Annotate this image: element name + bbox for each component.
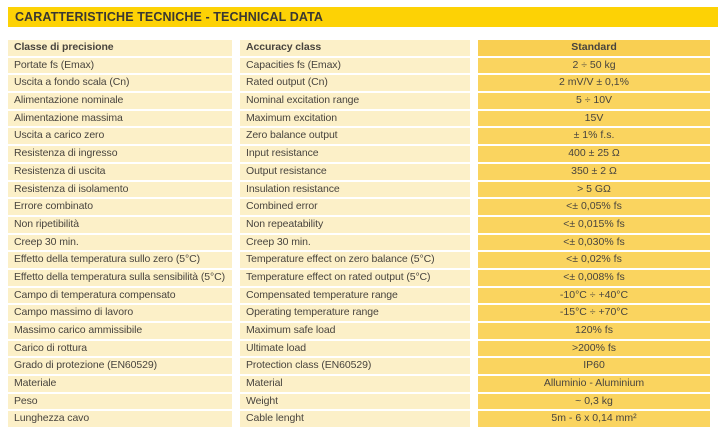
spec-value: -15°C ÷ +70°C [478, 305, 710, 321]
spec-label-it: Non ripetibilità [8, 217, 232, 233]
spec-label-en: Operating temperature range [240, 305, 470, 321]
spec-value: <± 0,008% fs [478, 270, 710, 286]
spec-value: <± 0,015% fs [478, 217, 710, 233]
spec-value: <± 0,05% fs [478, 199, 710, 215]
spec-label-it: Resistenza di uscita [8, 164, 232, 180]
column-header-english: Accuracy class [240, 40, 470, 56]
spec-label-en: Input resistance [240, 146, 470, 162]
spec-label-en: Rated output (Cn) [240, 75, 470, 91]
spec-value: Alluminio - Aluminium [478, 376, 710, 392]
spec-label-it: Creep 30 min. [8, 235, 232, 251]
spec-value: 15V [478, 111, 710, 127]
spec-label-it: Effetto della temperatura sulla sensibilità (5°C) [8, 270, 232, 286]
spec-label-it: Materiale [8, 376, 232, 392]
spec-label-it: Alimentazione massima [8, 111, 232, 127]
spec-label-en: Insulation resistance [240, 182, 470, 198]
spec-value: ~ 0,3 kg [478, 394, 710, 410]
spec-value: <± 0,02% fs [478, 252, 710, 268]
spec-label-en: Weight [240, 394, 470, 410]
spec-label-en: Protection class (EN60529) [240, 358, 470, 374]
spec-label-en: Maximum safe load [240, 323, 470, 339]
spec-value: 120% fs [478, 323, 710, 339]
spec-value: 350 ± 2 Ω [478, 164, 710, 180]
spec-label-en: Nominal excitation range [240, 93, 470, 109]
spec-label-it: Campo massimo di lavoro [8, 305, 232, 321]
spec-label-it: Peso [8, 394, 232, 410]
spec-label-it: Errore combinato [8, 199, 232, 215]
spec-label-en: Temperature effect on rated output (5°C) [240, 270, 470, 286]
spec-label-it: Resistenza di isolamento [8, 182, 232, 198]
spec-label-en: Material [240, 376, 470, 392]
spec-label-en: Capacities fs (Emax) [240, 58, 470, 74]
spec-label-en: Output resistance [240, 164, 470, 180]
spec-value: IP60 [478, 358, 710, 374]
spec-value: >200% fs [478, 341, 710, 357]
spec-label-en: Zero balance output [240, 128, 470, 144]
spec-label-it: Uscita a carico zero [8, 128, 232, 144]
spec-label-it: Uscita a fondo scala (Cn) [8, 75, 232, 91]
spec-label-it: Alimentazione nominale [8, 93, 232, 109]
spec-label-it: Campo di temperatura compensato [8, 288, 232, 304]
spec-label-en: Temperature effect on zero balance (5°C) [240, 252, 470, 268]
spec-label-en: Creep 30 min. [240, 235, 470, 251]
spec-value: <± 0,030% fs [478, 235, 710, 251]
spec-value: 5 ÷ 10V [478, 93, 710, 109]
spec-label-en: Combined error [240, 199, 470, 215]
spec-label-it: Portate fs (Emax) [8, 58, 232, 74]
spec-value: ± 1% f.s. [478, 128, 710, 144]
spec-value: 400 ± 25 Ω [478, 146, 710, 162]
spec-label-en: Compensated temperature range [240, 288, 470, 304]
spec-value: 2 mV/V ± 0,1% [478, 75, 710, 91]
spec-value: 5m - 6 x 0,14 mm² [478, 411, 710, 427]
spec-label-it: Lunghezza cavo [8, 411, 232, 427]
spec-label-it: Grado di protezione (EN60529) [8, 358, 232, 374]
spec-value: 2 ÷ 50 kg [478, 58, 710, 74]
technical-data-table [8, 40, 710, 427]
column-header-italian: Classe di precisione [8, 40, 232, 56]
section-header-bar [8, 7, 718, 27]
spec-label-en: Ultimate load [240, 341, 470, 357]
spec-label-en: Non repeatability [240, 217, 470, 233]
spec-label-it: Massimo carico ammissibile [8, 323, 232, 339]
section-title: CARATTERISTICHE TECNICHE - TECHNICAL DATA [15, 10, 324, 24]
spec-label-it: Effetto della temperatura sullo zero (5°C) [8, 252, 232, 268]
spec-label-it: Carico di rottura [8, 341, 232, 357]
spec-value: > 5 GΩ [478, 182, 710, 198]
spec-value: -10°C ÷ +40°C [478, 288, 710, 304]
column-header-standard: Standard [478, 40, 710, 56]
spec-label-en: Maximum excitation [240, 111, 470, 127]
spec-label-it: Resistenza di ingresso [8, 146, 232, 162]
spec-label-en: Cable lenght [240, 411, 470, 427]
